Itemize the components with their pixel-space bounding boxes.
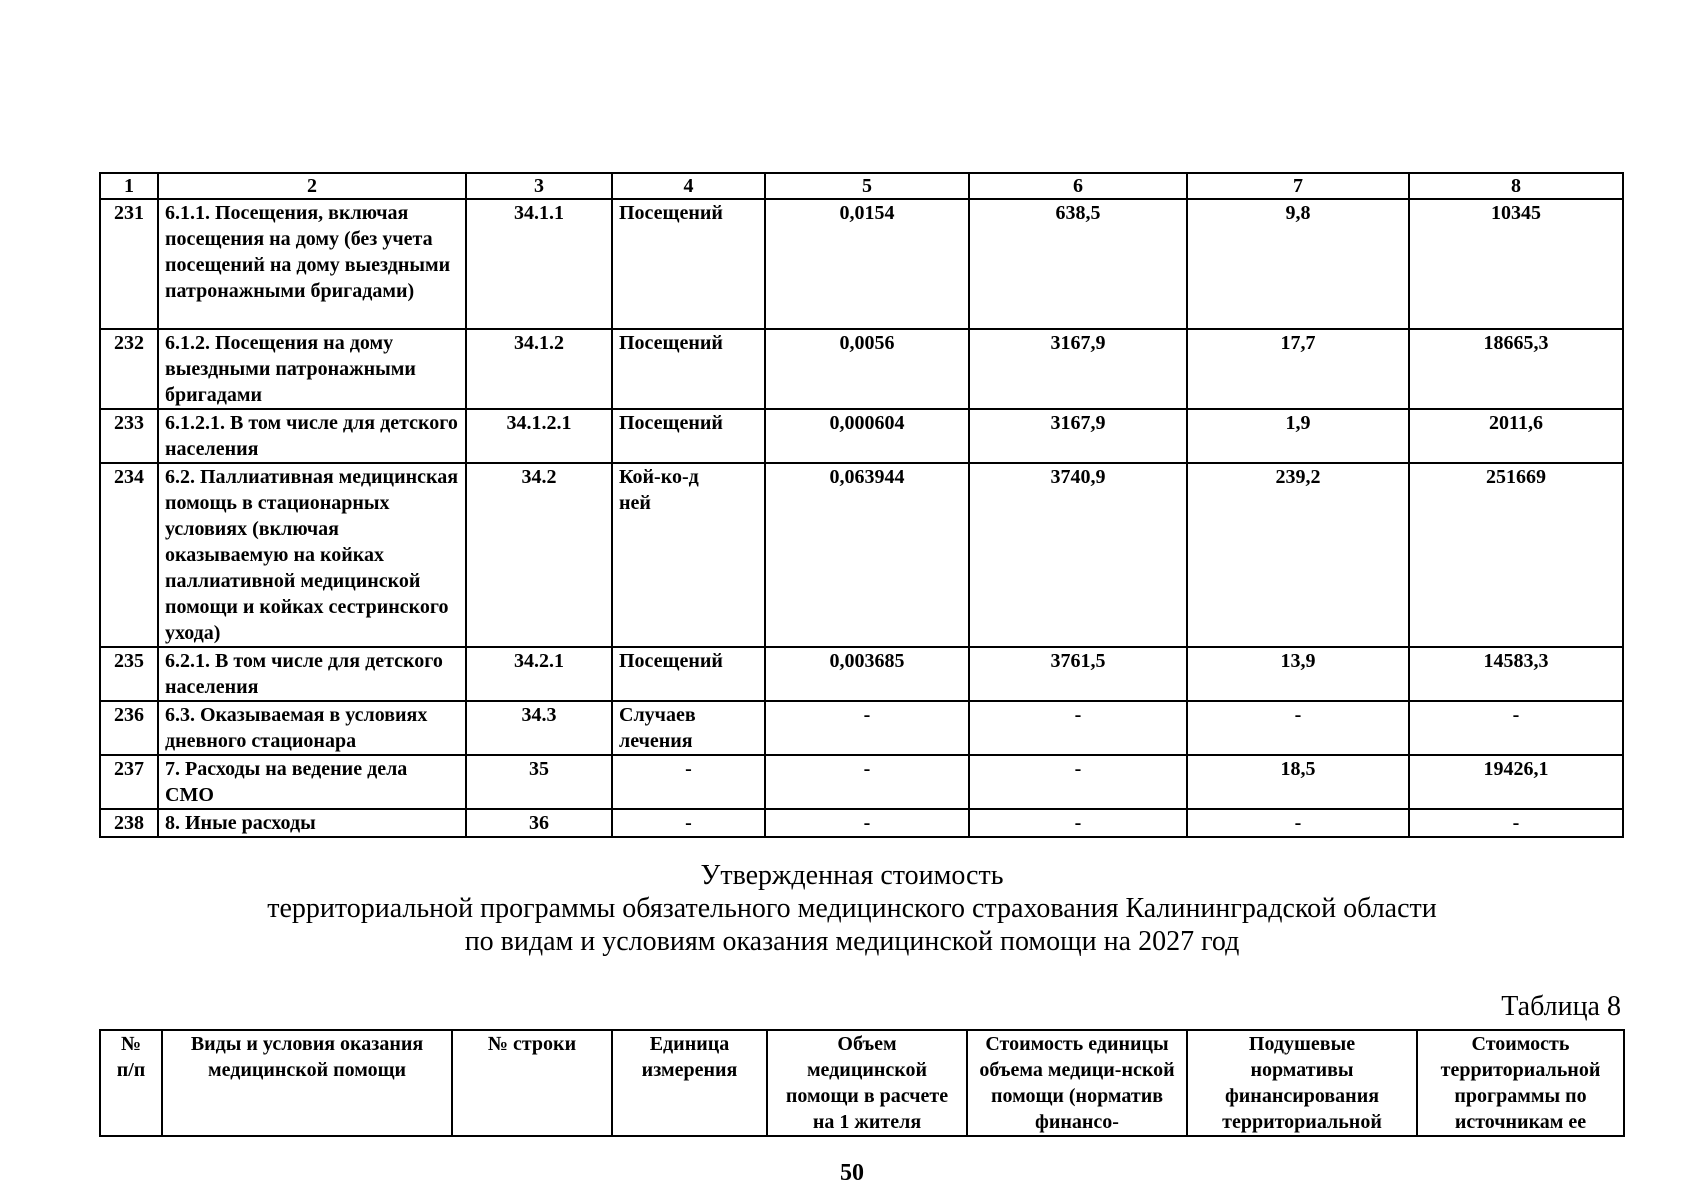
per-capita: 1,9: [1187, 409, 1409, 463]
continuation-table: [99, 172, 1624, 838]
care-type: 6.1.2. Посещения на дому выездными патронажными бригадами: [158, 329, 466, 409]
column-number: 1: [100, 173, 158, 199]
unit-cost: -: [969, 701, 1187, 755]
table-row: [100, 647, 1623, 701]
row-number: 231: [100, 199, 158, 329]
column-header: № п/п: [100, 1030, 162, 1136]
row-number: 238: [100, 809, 158, 837]
page-number: 50: [840, 1160, 864, 1186]
total-cost: 18665,3: [1409, 329, 1623, 409]
title-line-2: территориальной программы обязательного медицинского страхования Калининградской области: [267, 893, 1437, 924]
column-number: 6: [969, 173, 1187, 199]
total-cost: 14583,3: [1409, 647, 1623, 701]
unit-cost: 3761,5: [969, 647, 1187, 701]
column-number: 7: [1187, 173, 1409, 199]
unit: Кой-ко-дней: [612, 463, 765, 647]
column-number: 3: [466, 173, 612, 199]
row-number: 235: [100, 647, 158, 701]
per-capita: 17,7: [1187, 329, 1409, 409]
column-number: 4: [612, 173, 765, 199]
care-type: 6.1.2.1. В том числе для детского населения: [158, 409, 466, 463]
care-type: 6.3. Оказываемая в условиях дневного стационара: [158, 701, 466, 755]
total-cost: 251669: [1409, 463, 1623, 647]
title-line-1: Утвержденная стоимость: [700, 860, 1004, 891]
table-row: [100, 463, 1623, 647]
total-cost: 10345: [1409, 199, 1623, 329]
row-number: 234: [100, 463, 158, 647]
total-cost: -: [1409, 809, 1623, 837]
unit: Случаев лечения: [612, 701, 765, 755]
volume: 0,063944: [765, 463, 969, 647]
column-header: Объем медицинской помощи в расчете на 1 жителя: [767, 1030, 967, 1136]
cost-table-header: [99, 1029, 1625, 1137]
table-row: [100, 409, 1623, 463]
per-capita: 18,5: [1187, 755, 1409, 809]
section-title: [0, 859, 1704, 958]
line-number: 34.3: [466, 701, 612, 755]
table-row: [100, 755, 1623, 809]
unit-cost: 3167,9: [969, 329, 1187, 409]
unit: Посещений: [612, 199, 765, 329]
column-header: Подушевые нормативы финансирования территориальной: [1187, 1030, 1417, 1136]
care-type: 6.2.1. В том числе для детского населения: [158, 647, 466, 701]
total-cost: -: [1409, 701, 1623, 755]
row-number: 233: [100, 409, 158, 463]
unit-cost: -: [969, 809, 1187, 837]
column-header: Единица измерения: [612, 1030, 767, 1136]
line-number: 34.2.1: [466, 647, 612, 701]
row-number: 232: [100, 329, 158, 409]
per-capita: 9,8: [1187, 199, 1409, 329]
row-number: 236: [100, 701, 158, 755]
line-number: 34.1.2.1: [466, 409, 612, 463]
per-capita: 13,9: [1187, 647, 1409, 701]
per-capita: 239,2: [1187, 463, 1409, 647]
unit: -: [612, 755, 765, 809]
column-number: 8: [1409, 173, 1623, 199]
line-number: 36: [466, 809, 612, 837]
unit: Посещений: [612, 409, 765, 463]
unit: Посещений: [612, 647, 765, 701]
table-label: Таблица 8: [1501, 991, 1621, 1022]
line-number: 34.1.2: [466, 329, 612, 409]
unit: Посещений: [612, 329, 765, 409]
column-header: Виды и условия оказания медицинской помощи: [162, 1030, 452, 1136]
unit: -: [612, 809, 765, 837]
care-type: 6.2. Паллиативная медицинская помощь в стационарных условиях (включая оказываемую на койках паллиативной медицинской помощи и койках сестринского ухода): [158, 463, 466, 647]
volume: 0,000604: [765, 409, 969, 463]
table-row: [100, 199, 1623, 329]
column-number-row: [100, 173, 1623, 199]
column-header: № строки: [452, 1030, 612, 1136]
header-row: [100, 1030, 1624, 1136]
row-number: 237: [100, 755, 158, 809]
volume: -: [765, 701, 969, 755]
total-cost: 19426,1: [1409, 755, 1623, 809]
unit-cost: -: [969, 755, 1187, 809]
per-capita: -: [1187, 809, 1409, 837]
volume: 0,0056: [765, 329, 969, 409]
unit-cost: 638,5: [969, 199, 1187, 329]
volume: -: [765, 809, 969, 837]
volume: 0,003685: [765, 647, 969, 701]
volume: 0,0154: [765, 199, 969, 329]
column-number: 5: [765, 173, 969, 199]
care-type: 8. Иные расходы: [158, 809, 466, 837]
unit-cost: 3167,9: [969, 409, 1187, 463]
column-header: Стоимость единицы объема медици-нской помощи (норматив финансо-: [967, 1030, 1187, 1136]
line-number: 34.2: [466, 463, 612, 647]
title-line-3: по видам и условиям оказания медицинской помощи на 2027 год: [464, 926, 1240, 957]
column-header: Стоимость территориальной программы по источникам ее: [1417, 1030, 1624, 1136]
table-row: [100, 809, 1623, 837]
table-row: [100, 701, 1623, 755]
column-number: 2: [158, 173, 466, 199]
table-row: [100, 329, 1623, 409]
care-type: 7. Расходы на ведение дела СМО: [158, 755, 466, 809]
total-cost: 2011,6: [1409, 409, 1623, 463]
line-number: 34.1.1: [466, 199, 612, 329]
volume: -: [765, 755, 969, 809]
per-capita: -: [1187, 701, 1409, 755]
unit-cost: 3740,9: [969, 463, 1187, 647]
care-type: 6.1.1. Посещения, включая посещения на дому (без учета посещений на дому выездными патронажными бригадами): [158, 199, 466, 329]
line-number: 35: [466, 755, 612, 809]
